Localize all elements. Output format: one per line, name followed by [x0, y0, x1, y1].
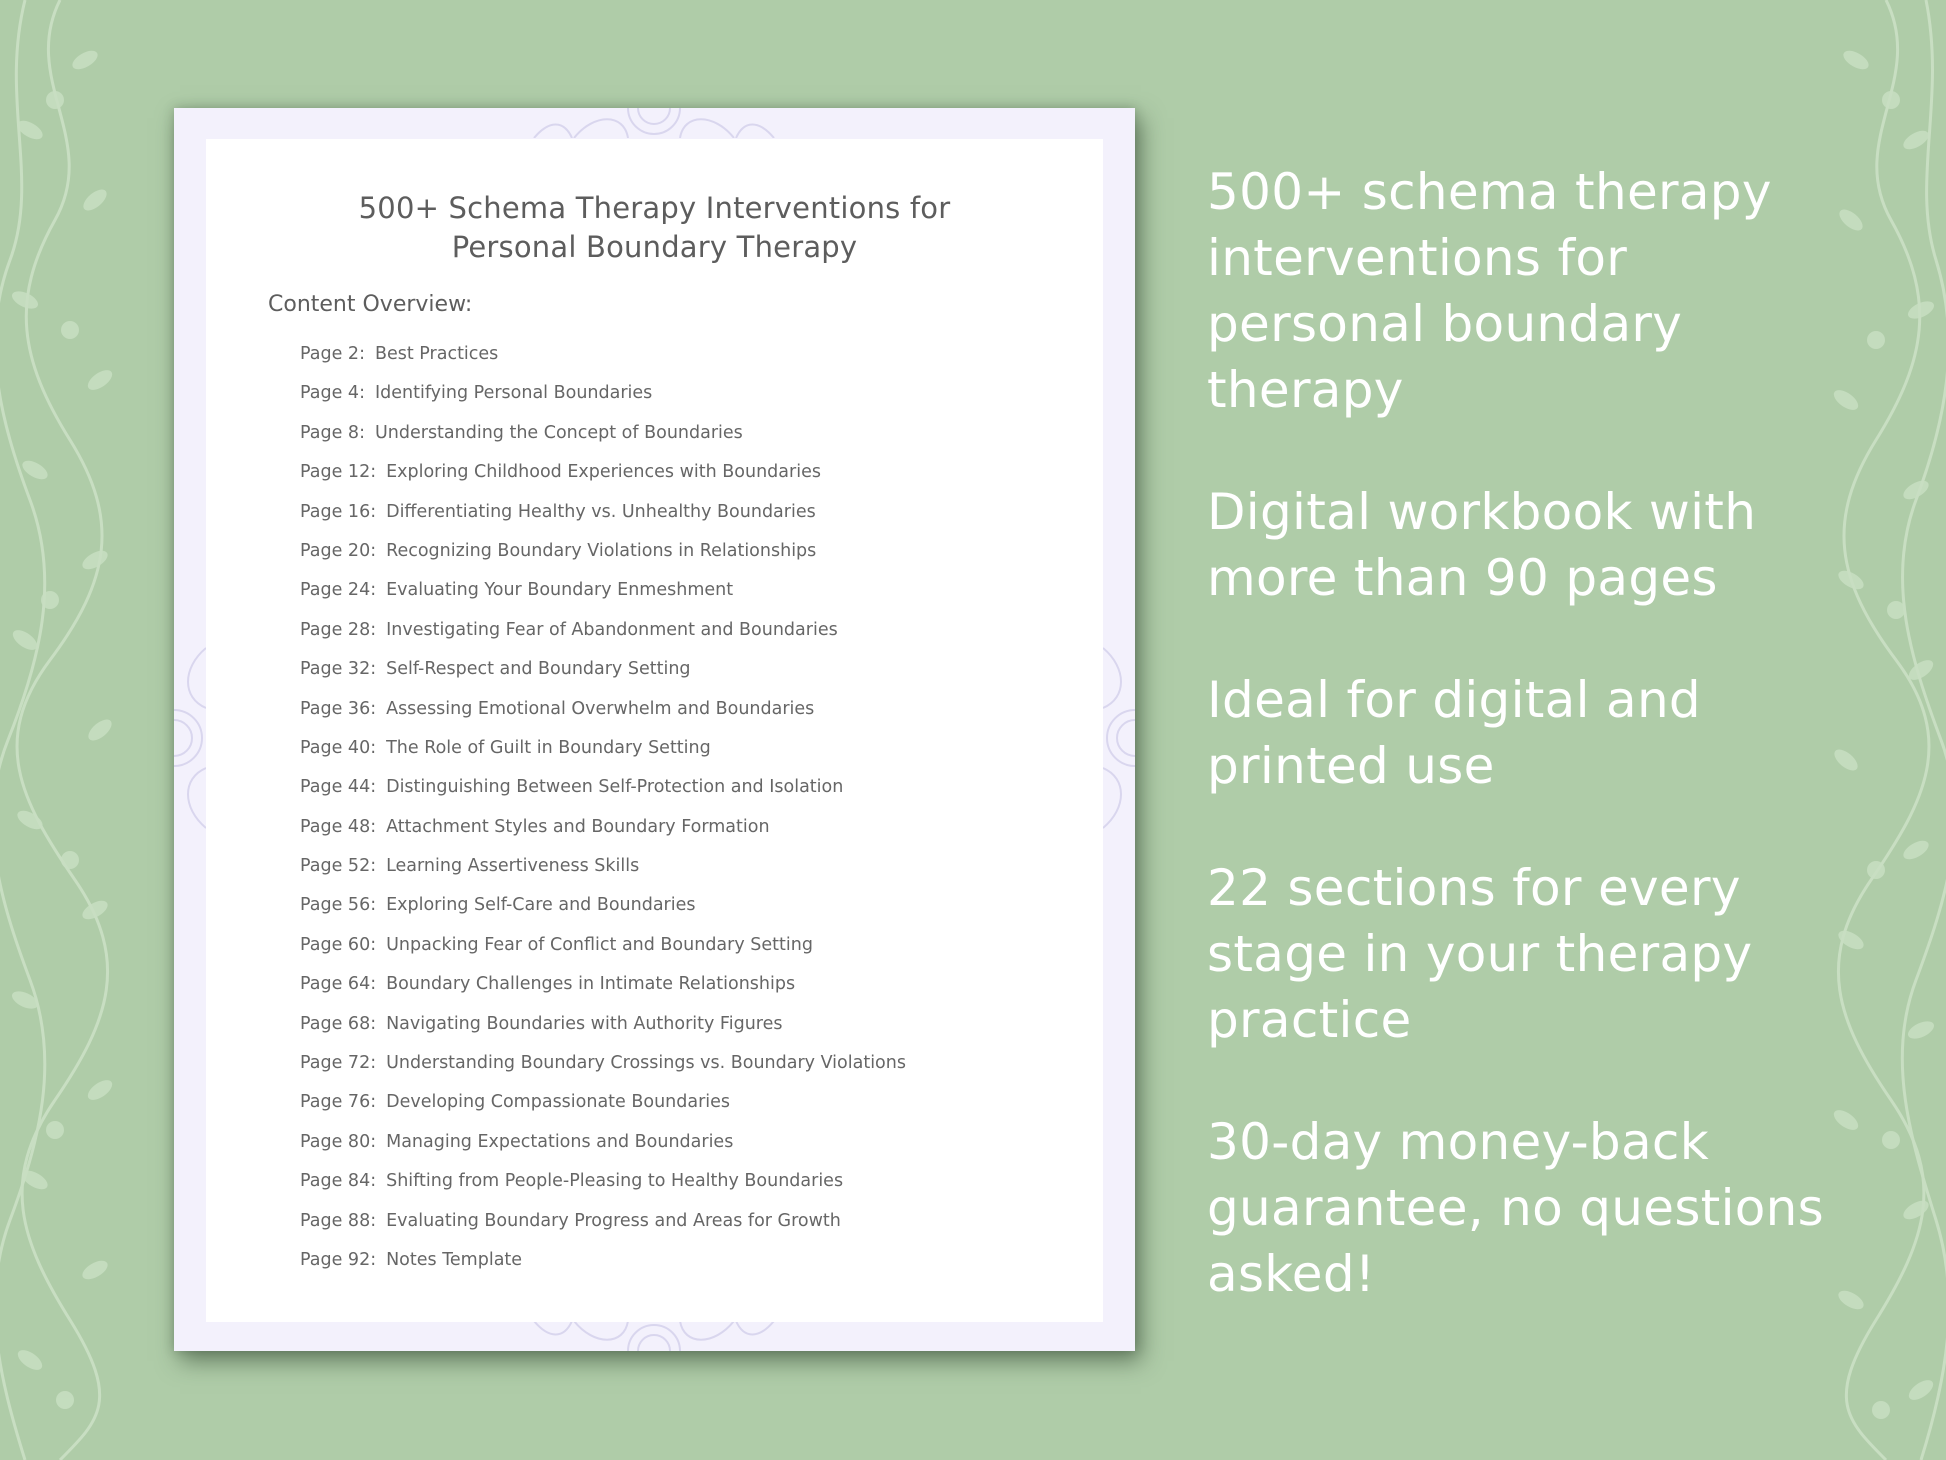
toc-entry — [300, 1132, 906, 1171]
toc-page-number: Page 92: — [300, 1249, 377, 1270]
toc-entry-title: Learning Assertiveness Skills — [386, 856, 640, 877]
mandala-ornament-right — [1103, 608, 1135, 868]
toc-entry — [300, 699, 906, 738]
toc-page-number: Page 72: — [300, 1053, 377, 1074]
feature-item: Ideal for digital and printed use — [1207, 671, 1701, 795]
toc-page-number: Page 44: — [300, 777, 377, 798]
toc-entry-title: Managing Expectations and Boundaries — [386, 1131, 734, 1152]
toc-entry — [300, 541, 906, 580]
toc-page-number: Page 16: — [300, 501, 377, 522]
toc-entry — [300, 935, 906, 974]
toc-entry — [300, 659, 906, 698]
toc-entry-title: Differentiating Healthy vs. Unhealthy Boundaries — [386, 501, 816, 522]
toc-page-number: Page 56: — [300, 895, 377, 916]
toc-entry-title: Recognizing Boundary Violations in Relationships — [386, 540, 817, 561]
toc-entry-title: Distinguishing Between Self-Protection and Isolation — [386, 777, 844, 798]
toc-page-number: Page 76: — [300, 1092, 377, 1113]
toc-entry — [300, 423, 906, 462]
toc-page-number: Page 88: — [300, 1210, 377, 1231]
mandala-ornament-top — [514, 108, 794, 138]
toc-entry-title: Exploring Self-Care and Boundaries — [386, 895, 696, 916]
toc-page-number: Page 12: — [300, 462, 377, 483]
toc-entry-title: Shifting from People-Pleasing to Healthy Boundaries — [386, 1171, 844, 1192]
toc-entry-title: Assessing Emotional Overwhelm and Boundaries — [386, 698, 815, 719]
table-of-contents — [300, 344, 906, 1289]
toc-page-number: Page 36: — [300, 698, 377, 719]
toc-entry — [300, 462, 906, 501]
toc-entry-title: The Role of Guilt in Boundary Setting — [386, 737, 711, 758]
toc-page-number: Page 40: — [300, 737, 377, 758]
toc-entry — [300, 777, 906, 816]
toc-entry — [300, 895, 906, 934]
feature-item: 30-day money-back guarantee, no questions asked! — [1207, 1113, 1825, 1303]
toc-entry-title: Notes Template — [386, 1249, 523, 1270]
toc-entry-title: Identifying Personal Boundaries — [374, 383, 653, 404]
toc-entry — [300, 738, 906, 777]
toc-entry-title: Boundary Challenges in Intimate Relationships — [386, 974, 796, 995]
toc-entry — [300, 1053, 906, 1092]
toc-entry-title: Exploring Childhood Experiences with Boundaries — [386, 462, 821, 483]
toc-page-number: Page 2: — [300, 344, 365, 364]
toc-entry-title: Understanding Boundary Crossings vs. Boundary Violations — [386, 1053, 906, 1074]
toc-entry — [300, 1092, 906, 1131]
toc-page-number: Page 24: — [300, 580, 377, 601]
toc-page-number: Page 84: — [300, 1171, 377, 1192]
feature-list — [1207, 159, 1847, 1363]
floral-vine-left — [0, 0, 150, 1460]
feature-item: 500+ schema therapy interventions for personal boundary therapy — [1207, 163, 1772, 419]
toc-entry — [300, 383, 906, 422]
toc-entry — [300, 620, 906, 659]
workbook-title — [206, 189, 1103, 267]
toc-entry-title: Attachment Styles and Boundary Formation — [386, 816, 770, 837]
feature-item: 22 sections for every stage in your therapy practice — [1207, 859, 1753, 1049]
content-overview-heading: Content Overview: — [268, 292, 473, 317]
toc-entry-title: Best Practices — [374, 344, 499, 364]
toc-entry-title: Unpacking Fear of Conflict and Boundary Setting — [386, 934, 813, 955]
toc-entry-title: Navigating Boundaries with Authority Figures — [386, 1013, 783, 1034]
toc-entry-title: Developing Compassionate Boundaries — [386, 1092, 731, 1113]
toc-entry-title: Self-Respect and Boundary Setting — [386, 659, 691, 680]
workbook-title-line-2: Personal Boundary Therapy — [451, 230, 858, 264]
toc-page-number: Page 48: — [300, 816, 377, 837]
toc-page-number: Page 4: — [300, 383, 365, 404]
toc-entry — [300, 580, 906, 619]
toc-page-number: Page 68: — [300, 1013, 377, 1034]
mandala-ornament-bottom — [514, 1321, 794, 1351]
toc-entry — [300, 974, 906, 1013]
toc-entry-title: Evaluating Boundary Progress and Areas for Growth — [386, 1210, 841, 1231]
toc-page-number: Page 20: — [300, 540, 377, 561]
toc-entry — [300, 1211, 906, 1250]
toc-entry — [300, 856, 906, 895]
toc-entry — [300, 502, 906, 541]
workbook-page-content — [206, 139, 1103, 1322]
toc-entry-title: Understanding the Concept of Boundaries — [374, 422, 743, 443]
toc-entry — [300, 1171, 906, 1210]
toc-page-number: Page 28: — [300, 619, 377, 640]
toc-entry-title: Evaluating Your Boundary Enmeshment — [386, 580, 734, 601]
toc-page-number: Page 8: — [300, 422, 365, 443]
toc-page-number: Page 64: — [300, 974, 377, 995]
toc-entry — [300, 344, 906, 383]
toc-page-number: Page 80: — [300, 1131, 377, 1152]
toc-entry-title: Investigating Fear of Abandonment and Boundaries — [386, 619, 838, 640]
toc-entry — [300, 817, 906, 856]
toc-page-number: Page 32: — [300, 659, 377, 680]
workbook-title-line-1: 500+ Schema Therapy Interventions for — [358, 191, 951, 225]
mandala-ornament-left — [174, 608, 206, 868]
toc-entry — [300, 1250, 906, 1289]
toc-entry — [300, 1014, 906, 1053]
feature-item: Digital workbook with more than 90 pages — [1207, 483, 1757, 607]
toc-page-number: Page 52: — [300, 856, 377, 877]
workbook-page-preview — [174, 108, 1135, 1351]
toc-page-number: Page 60: — [300, 934, 377, 955]
